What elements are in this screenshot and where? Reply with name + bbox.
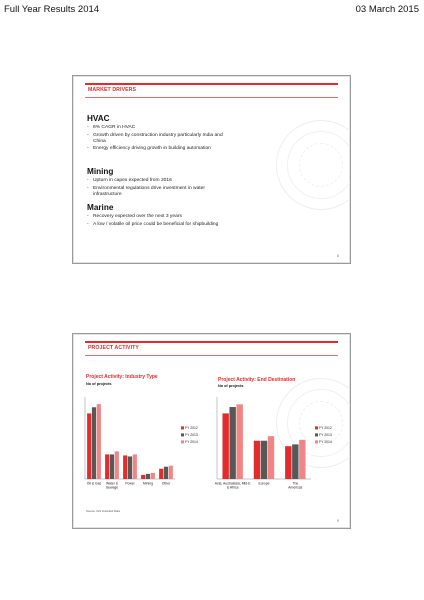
bar-fy-2012 — [141, 475, 145, 479]
bar-fy-2013 — [146, 474, 150, 479]
bar-fy-2013 — [261, 441, 267, 479]
bar-fy-2013 — [128, 456, 132, 479]
chart-industry-type — [81, 391, 215, 499]
group-hvac — [87, 114, 227, 154]
bar-fy-2012 — [123, 455, 127, 479]
bar-fy-2014 — [151, 473, 155, 479]
chart-title-destination: Project Activity: End Destination — [218, 377, 296, 383]
legend-swatch — [181, 440, 184, 443]
bullet-item: - Recovery expected over the next 3 years — [87, 214, 227, 220]
bar-fy-2013 — [92, 407, 96, 479]
bar-fy-2012 — [87, 413, 91, 479]
slide-project-activity — [72, 333, 351, 529]
bar-fy-2013 — [292, 444, 298, 479]
bar-fy-2012 — [254, 441, 260, 479]
legend-swatch — [181, 426, 184, 429]
legend-label: FY 2012 — [185, 426, 198, 430]
bar-fy-2012 — [222, 413, 228, 479]
section-divider — [85, 355, 338, 356]
legend-swatch — [181, 433, 184, 436]
page-number: 8 — [337, 254, 339, 258]
slide-top-rule — [85, 83, 338, 85]
bullet-item: - A low / volatile oil price could be beneficial for shipbuilding — [87, 222, 227, 228]
bar-fy-2013 — [229, 407, 235, 479]
page-number: 9 — [337, 519, 339, 523]
legend-label: FY 2014 — [319, 440, 332, 444]
legend-label: FY 2012 — [319, 426, 332, 430]
group-mining — [87, 167, 227, 199]
bar-fy-2012 — [285, 446, 291, 479]
section-divider — [85, 97, 338, 98]
header-document-title: Full Year Results 2014 — [4, 4, 100, 15]
category-label: Mining — [143, 481, 153, 486]
bar-fy-2014 — [97, 404, 101, 479]
legend-swatch — [315, 440, 318, 443]
header-date: 03 March 2015 — [355, 4, 419, 15]
bullet-item: - Upturn in capex expected from 2016 — [87, 178, 227, 184]
legend-label: FY 2013 — [319, 433, 332, 437]
group-title: Marine — [87, 203, 114, 212]
bullet-item: - Environmental regulations drive investment in water infrastructure — [87, 186, 227, 198]
legend-label: FY 2014 — [185, 440, 198, 444]
category-label: Oil & Gas — [86, 481, 102, 486]
bar-fy-2012 — [105, 454, 109, 479]
bar-fy-2014 — [133, 454, 137, 479]
bar-fy-2014 — [115, 451, 119, 479]
chart-end-destination — [213, 391, 345, 499]
category-label: Europe — [258, 481, 270, 486]
legend-swatch — [315, 426, 318, 429]
bar-fy-2012 — [159, 469, 163, 479]
group-marine — [87, 203, 227, 229]
bar-fy-2013 — [164, 467, 168, 479]
bar-fy-2014 — [268, 436, 274, 479]
section-title: PROJECT ACTIVITY — [88, 345, 139, 351]
source-note: Source: IHS Industrial Data — [86, 509, 120, 513]
category-label: Water & Sewage — [105, 481, 119, 490]
watermark-seal — [276, 120, 351, 210]
bar-fy-2014 — [299, 440, 305, 479]
chart-title-industry: Project Activity: Industry Type — [86, 374, 158, 380]
bar-fy-2014 — [169, 466, 173, 479]
slide-top-rule — [85, 341, 338, 343]
section-title: MARKET DRIVERS — [88, 87, 137, 93]
slide-market-drivers — [72, 75, 351, 264]
legend-label: FY 2013 — [185, 433, 198, 437]
bullet-item: - 6% CAGR in HVAC — [87, 125, 227, 131]
category-label: Asia, Australasia, Mid-E & Africa — [214, 481, 251, 490]
legend-swatch — [315, 433, 318, 436]
group-title: Mining — [87, 167, 114, 176]
bar-fy-2013 — [110, 454, 114, 479]
group-title: HVAC — [87, 114, 110, 123]
bullet-item: - Growth driven by construction industry particularly India and China — [87, 133, 227, 145]
bar-fy-2014 — [236, 404, 242, 479]
chart-ylabel-destination: No of projects — [218, 384, 244, 388]
category-label: The Americas — [288, 481, 303, 490]
category-label: Other — [161, 481, 171, 486]
bullet-item: - Energy efficiency driving growth in building automation — [87, 146, 227, 152]
category-label: Power — [125, 481, 135, 486]
chart-ylabel-industry: No of projects — [86, 382, 112, 386]
